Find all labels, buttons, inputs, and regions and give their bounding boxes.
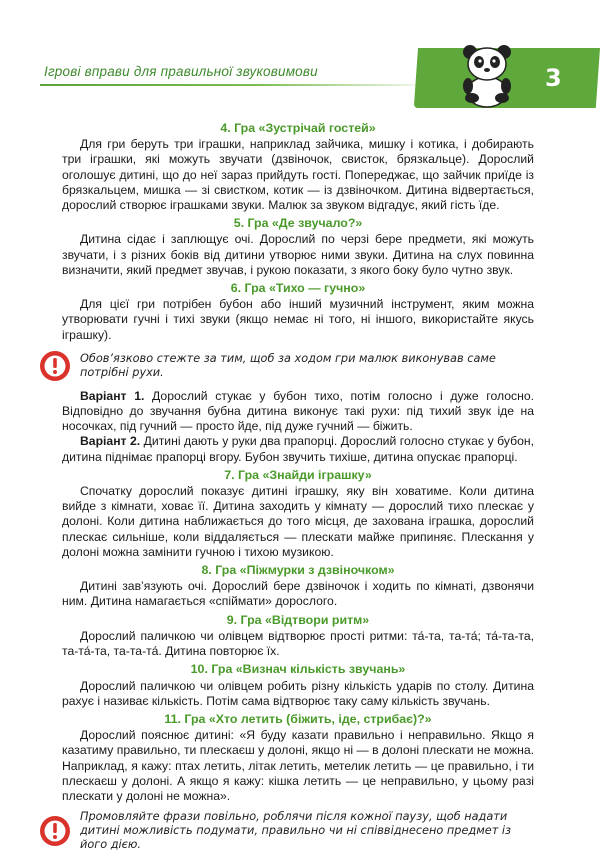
note-block xyxy=(38,349,534,383)
section-10 xyxy=(62,662,534,709)
variant-label: Варіант 1. xyxy=(80,388,145,403)
section-4 xyxy=(62,121,534,213)
section-title: 9. Гра «Відтвори ритм» xyxy=(226,612,370,627)
section-title: 5. Гра «Де звучало?» xyxy=(233,216,363,231)
section-title: 11. Гра «Хто летить (біжить, іде, стрибає)?» xyxy=(164,711,432,726)
section-paragraph: Дитина сідає і заплющує очі. Дорослий по черзі бере предмети, які можуть звучати, і з різних боків від дитини утворює ними звуки. Дитина на слух повинна визначити, який предмет звучав, і рукою показати, з якого боку було чутно звук. xyxy=(62,232,534,277)
section-title: 6. Гра «Тихо — гучно» xyxy=(230,281,366,296)
section-title: 4. Гра «Зустрічай гостей» xyxy=(220,121,376,135)
section-paragraph: Спочатку дорослий показує дитині іграшку, яку він ховатиме. Коли дитина вийде з кімнати, ховає її. Дитина заходить у кімнату — дорослий тихо плескає у долоні. Коли дитина наближається до того місця, де захована іграшка, дорослий плескає сильніше, коли віддаляється — плескати майже припиняє. Плескання у долоні можна замінити гучною і тихою музикою. xyxy=(62,484,534,559)
exclamation-icon xyxy=(38,814,72,848)
variant-1 xyxy=(62,389,534,435)
page-content xyxy=(62,118,534,858)
note-block xyxy=(38,810,534,852)
section-paragraph: Дитині зав’язують очі. Дорослий бере дзвіночок і ходить по кімнаті, дзвонячи ним. Дитина намагається «спіймати» дорослого. xyxy=(62,579,534,609)
page-number: 3 xyxy=(545,64,562,92)
section-5 xyxy=(62,216,534,278)
note-text: Обов’язково стежте за тим, щоб за ходом гри малюк виконував саме потрібні рухи. xyxy=(80,351,496,379)
section-title: 7. Гра «Знайди іграшку» xyxy=(224,467,372,482)
header-title: Ігрові вправи для правильної звуковимови xyxy=(44,64,318,79)
variant-label: Варіант 2. xyxy=(80,434,141,449)
header-underline xyxy=(40,84,440,86)
section-11 xyxy=(62,712,534,804)
variant-text: Дорослий стукає у бубон тихо, потім голосно і дуже голосно. Відповідно до звучання бубна дитина виконує такі рухи: під тихий звук іде на носочках, під гучний — просто йде, під дуже гучний — біжить. xyxy=(62,388,534,434)
section-7 xyxy=(62,468,534,560)
section-paragraph: Для цієї гри потрібен бубон або інший музичний інструмент, яким можна утворювати гучні і тихі звуки (якщо немає ні того, ні іншого, використайте якусь іграшку). xyxy=(62,297,534,342)
variant-text: Дитині дають у руки два прапорці. Дорослий голосно стукає у бубон, дитина піднімає прапорці вгору. Бубон звучить тихіше, дитина опускає прапорці. xyxy=(62,434,534,464)
section-title: 10. Гра «Визнач кількість звучань» xyxy=(190,662,406,677)
section-paragraph: Дорослий паличкою чи олівцем відтворює прості ритми: та́-та, та-та́; та́-та-та, та-та́-та, та-та-та́. Дитина повторює їх. xyxy=(62,628,534,659)
section-6 xyxy=(62,281,534,343)
exclamation-icon xyxy=(38,349,72,383)
section-paragraph: Для гри беруть три іграшки, наприклад зайчика, мишку і котика, і добирають три іграшки, які можуть звучати (дзвіночок, свисток, брязкальце). Дорослий оголошує дитині, що до неї зараз прийдуть гості. Попереджає, що зайчик приїде із брязкальцем, мишка — зі свистком, котик — із дзвіночком. Дитина відвертається, дорослий створює іграшками звуки. Малюк за звуком відгадує, який гість їде. xyxy=(62,137,534,213)
panda-icon xyxy=(452,40,522,110)
section-paragraph: Дорослий пояснює дитині: «Я буду казати правильно і неправильно. Якщо я казатиму правильно, ти плескаєш у долоні, якщо ні — в долоні плескати не можна. Наприклад, я кажу: птах летить, літак летить, метелик летить — це правильно, і ти плескаєш у долоні. А якщо я кажу: кішка летить — це неправильно, у цьому разі плескати у долоні не можна». xyxy=(62,728,534,803)
note-text: Промовляйте фрази повільно, роблячи після кожної паузу, щоб надати дитині можливість подумати, правильно чи ні співвіднесено предмет із його дією. xyxy=(80,810,512,852)
variant-2 xyxy=(62,434,534,464)
section-9 xyxy=(62,613,534,660)
section-8 xyxy=(62,563,534,610)
section-title: 8. Гра «Піжмурки з дзвіночком» xyxy=(201,563,395,578)
section-paragraph: Дорослий паличкою чи олівцем робить різну кількість ударів по столу. Дитина рахує і називає кількість. Потім сама відтворює таку саму кількість звучань. xyxy=(62,678,534,708)
